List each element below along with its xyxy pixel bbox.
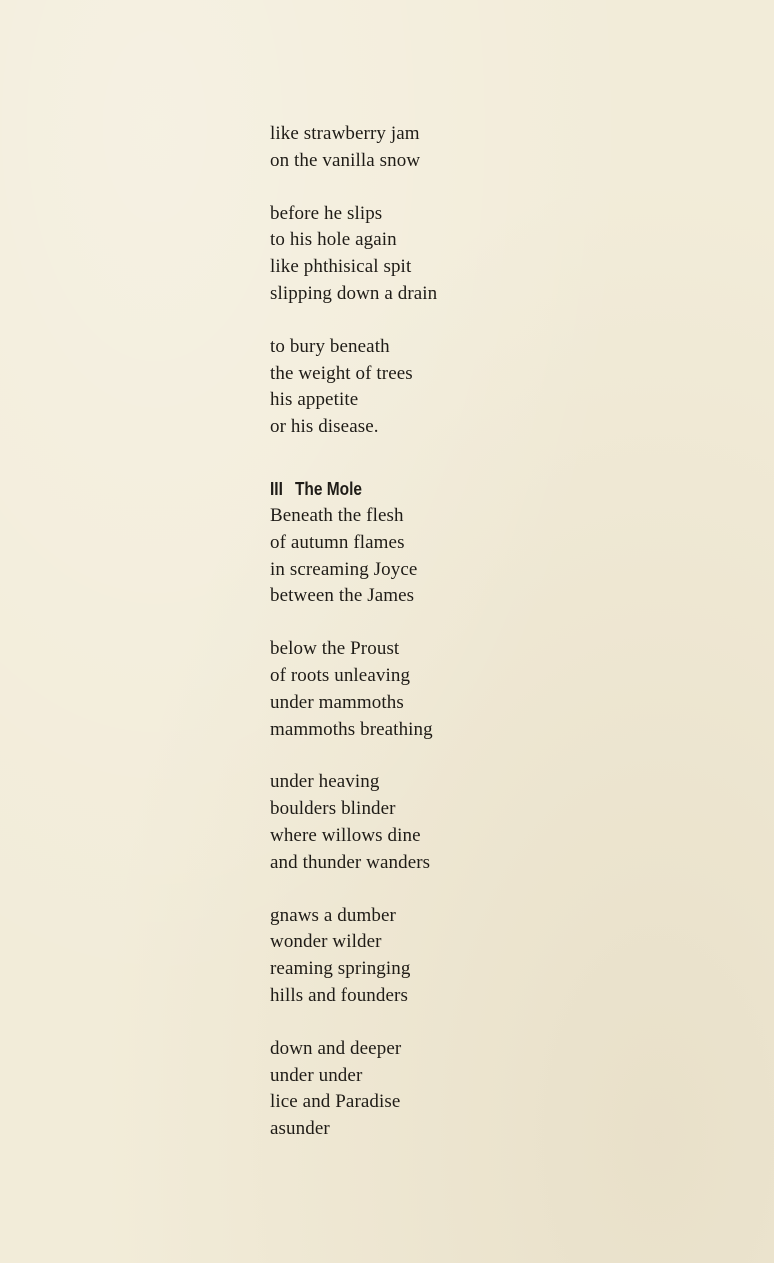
poem-line: gnaws a dumber: [270, 904, 396, 926]
poem-line: or his disease.: [270, 416, 379, 438]
poem-line: slipping down a drain: [270, 282, 438, 304]
stanza: [270, 1036, 600, 1143]
poem-line: between the James: [270, 585, 415, 607]
poem-line: boulders blinder: [270, 798, 396, 820]
stanza: [270, 201, 600, 308]
section-numeral: III: [270, 478, 283, 499]
poem-line: hills and founders: [270, 984, 408, 1006]
section-heading: [270, 477, 554, 501]
stanza: [270, 636, 600, 743]
poem-line: Beneath the flesh: [270, 504, 404, 526]
poem-line: under under: [270, 1064, 363, 1086]
poem-line: like phthisical spit: [270, 256, 412, 278]
poem-line: his appetite: [270, 389, 359, 411]
poem-line: where willows dine: [270, 824, 421, 846]
poem-line: to his hole again: [270, 229, 397, 251]
poem-line: to bury beneath: [270, 335, 390, 357]
poem-line: down and deeper: [270, 1037, 402, 1059]
stanza: [270, 334, 600, 441]
stanza: [270, 903, 600, 1010]
poem-line: of autumn flames: [270, 531, 405, 553]
poem-line: on the vanilla snow: [270, 149, 421, 171]
poem-line: below the Proust: [270, 638, 400, 660]
poem-line: reaming springing: [270, 958, 411, 980]
poem-line: wonder wilder: [270, 931, 382, 953]
poem-line: in screaming Joyce: [270, 558, 418, 580]
section-title: The Mole: [294, 478, 363, 499]
poem-line: asunder: [270, 1118, 330, 1140]
poem-line: like strawberry jam: [270, 123, 420, 144]
poem-line: mammoths breathing: [270, 718, 433, 740]
poem-line: and thunder wanders: [270, 851, 431, 873]
poem-text: [270, 121, 600, 1169]
poem-line: under heaving: [270, 771, 380, 793]
poem-line: the weight of trees: [270, 362, 413, 384]
poem-line: under mammoths: [270, 691, 404, 713]
poem-line: before he slips: [270, 202, 383, 224]
poem-line: lice and Paradise: [270, 1091, 401, 1113]
poem-line: of roots unleaving: [270, 664, 411, 686]
stanza: [270, 121, 600, 175]
stanza: [270, 503, 600, 610]
stanza: [270, 769, 600, 876]
